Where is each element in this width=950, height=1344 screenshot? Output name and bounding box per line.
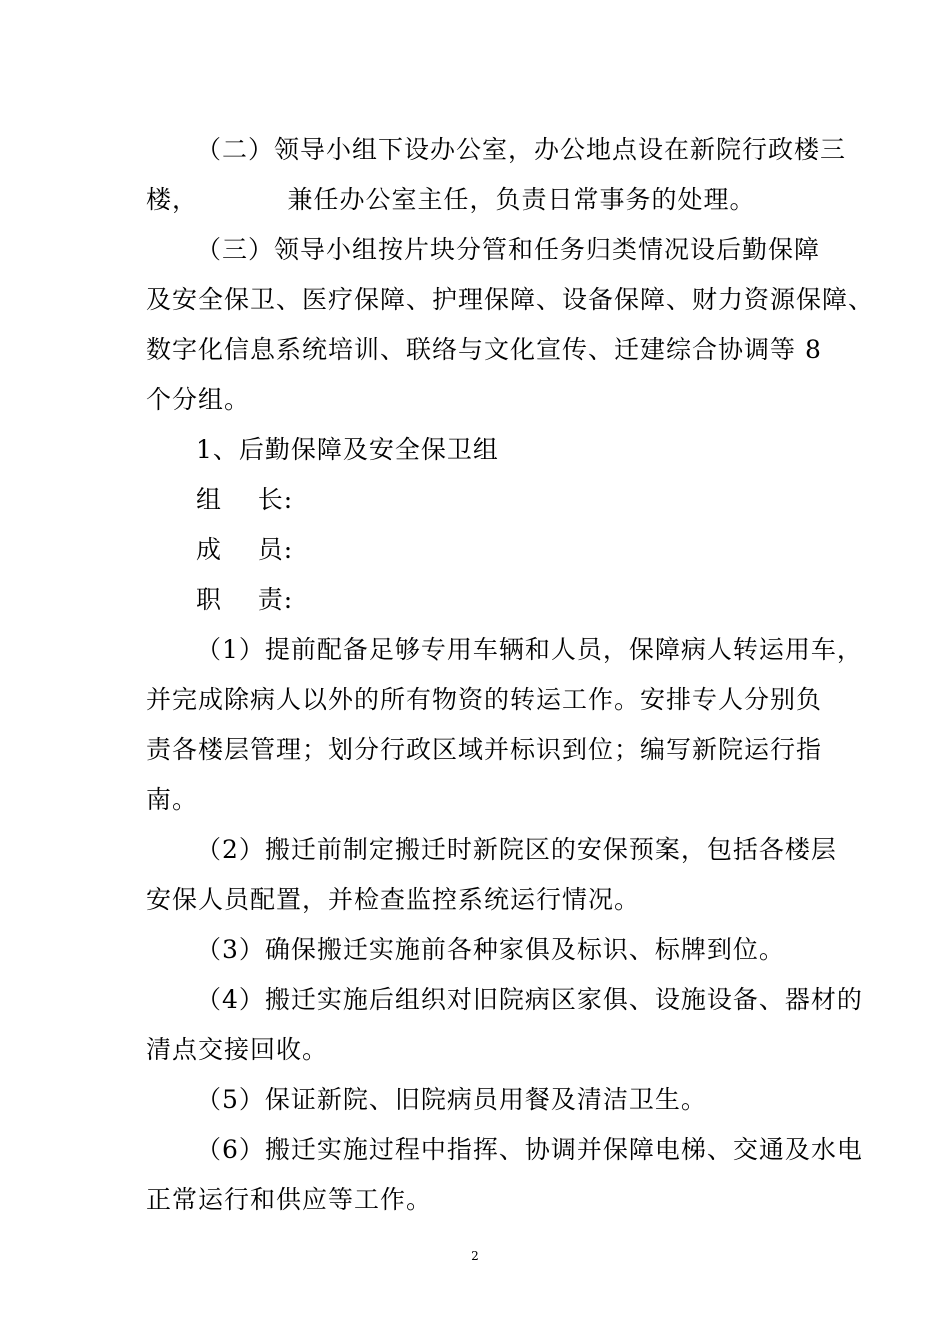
duty-item-4-line-1: （4）搬迁实施后组织对旧院病区家俱、设施设备、器材的 bbox=[196, 985, 863, 1014]
duty-item-2-line-1: （2）搬迁前制定搬迁时新院区的安保预案，包括各楼层 bbox=[196, 835, 837, 864]
duty-item-6-line-1: （6）搬迁实施过程中指挥、协调并保障电梯、交通及水电 bbox=[196, 1135, 863, 1164]
paragraph-groups-line-3: 数字化信息系统培训、联络与文化宣传、迁建综合协调等 8 bbox=[146, 335, 822, 364]
paragraph-office-line-1: （二）领导小组下设办公室，办公地点设在新院行政楼三 bbox=[196, 135, 847, 164]
page-number: 2 bbox=[471, 1249, 479, 1263]
duty-item-1-line-1: （1）提前配备足够专用车辆和人员，保障病人转运用车， bbox=[196, 635, 863, 664]
duty-item-2-line-2: 安保人员配置，并检查监控系统运行情况。 bbox=[146, 885, 641, 914]
duty-item-1-line-3: 责各楼层管理；划分行政区域并标识到位；编写新院运行指 bbox=[146, 735, 823, 764]
duty-item-3: （3）确保搬迁实施前各种家俱及标识、标牌到位。 bbox=[196, 935, 785, 964]
section-heading-logistics: 1、后勤保障及安全保卫组 bbox=[196, 435, 499, 464]
paragraph-groups-line-4: 个分组。 bbox=[146, 385, 251, 414]
duty-item-1-line-2: 并完成除病人以外的所有物资的转运工作。安排专人分别负 bbox=[146, 685, 823, 714]
duty-item-6-line-2: 正常运行和供应等工作。 bbox=[146, 1185, 433, 1214]
duty-item-5: （5）保证新院、旧院病员用餐及清洁卫生。 bbox=[196, 1085, 707, 1114]
duty-item-4-line-2: 清点交接回收。 bbox=[146, 1035, 329, 1064]
paragraph-groups-line-2: 及安全保卫、医疗保障、护理保障、设备保障、财力资源保障、 bbox=[146, 285, 875, 314]
field-members: 成 员: bbox=[196, 535, 294, 564]
duty-item-1-line-4: 南。 bbox=[146, 785, 199, 814]
field-group-leader: 组 长: bbox=[196, 485, 294, 514]
field-duties: 职 责: bbox=[196, 585, 294, 614]
paragraph-office-line-2: 楼， 兼任办公室主任，负责日常事务的处理。 bbox=[146, 185, 756, 214]
paragraph-groups-line-1: （三）领导小组按片块分管和任务归类情况设后勤保障 bbox=[196, 235, 821, 264]
